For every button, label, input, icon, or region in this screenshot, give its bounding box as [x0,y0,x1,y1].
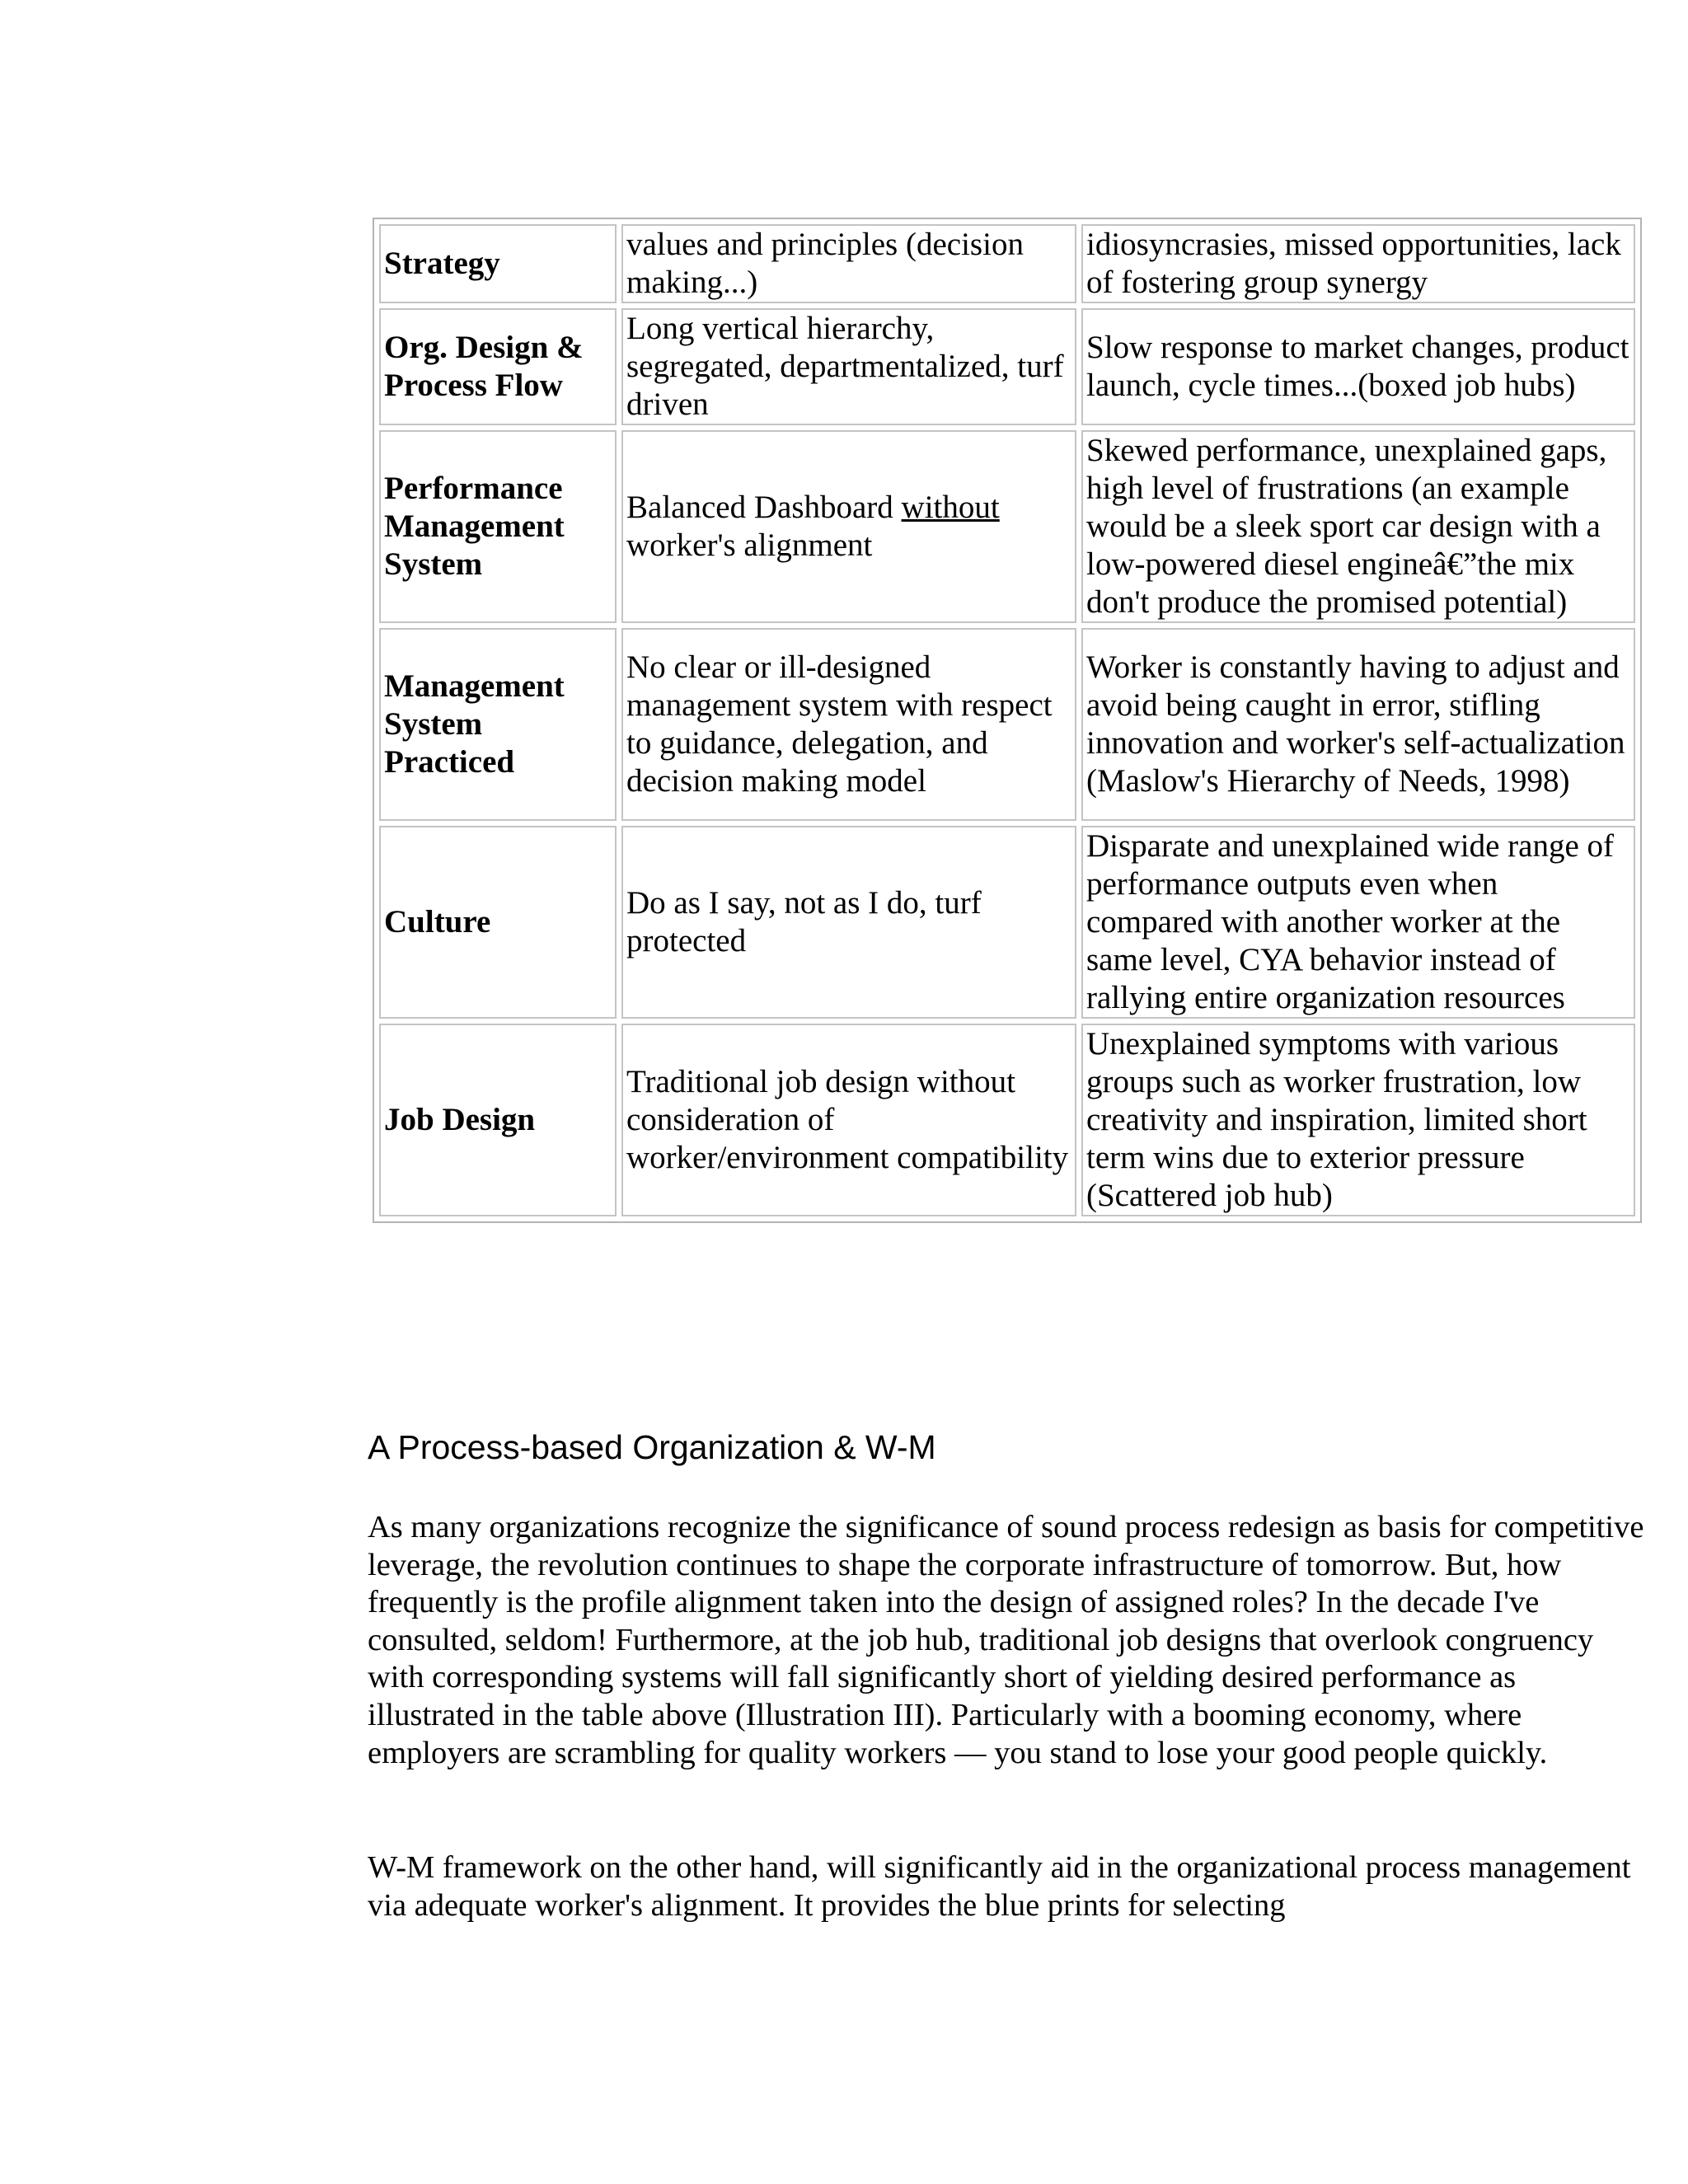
table-row [379,826,1635,1019]
condition-cell: values and principles (decision making...) [621,224,1076,303]
factor-cell: Culture [379,826,617,1019]
table-row [379,224,1635,303]
body-paragraph: As many organizations recognize the significance of sound process redesign as basis for competitive leverage, the revolution continues to shape the corporate infrastructure of tomorrow. But, how frequently is the profile alignment taken into the design of assigned roles? In the decade I've consulted, seldom! Furthermore, at the job hub, traditional job designs that overlook congruency with corresponding systems will fall significantly short of yielding desired performance as illustrated in the table above (Illustration III). Particularly with a booming economy, where employers are scrambling for quality workers — you stand to lose your good people quickly. [368,1510,1644,1770]
effect-cell: Worker is constantly having to adjust and avoid being caught in error, stifling innovation and worker's self-actualization (Maslow's Hierarchy of Needs, 1998) [1081,628,1635,821]
effect-cell: Skewed performance, unexplained gaps, high level of frustrations (an example would be a sleek sport car design with a low-powered diesel engineâ€”the mix don't produce the promised potential) [1081,430,1635,623]
effect-cell: Unexplained symptoms with various groups such as worker frustration, low creativity and inspiration, limited short term wins due to exterior pressure (Scattered job hub) [1081,1024,1635,1216]
table-row [379,1024,1635,1216]
table-row [379,308,1635,425]
condition-cell: No clear or ill-designed management system with respect to guidance, delegation, and decision making model [621,628,1076,821]
effect-cell: idiosyncrasies, missed opportunities, lack of fostering group synergy [1081,224,1635,303]
factor-cell: Strategy [379,224,617,303]
factors-table [373,218,1642,1223]
condition-text: worker's alignment [626,527,873,563]
table-row [379,430,1635,623]
factor-cell: Management System Practiced [379,628,617,821]
table-row [379,628,1635,821]
condition-cell: Traditional job design without consideration of worker/environment compatibility [621,1024,1076,1216]
factor-cell: Org. Design & Process Flow [379,308,617,425]
factor-cell: Performance Management System [379,430,617,623]
effect-cell: Disparate and unexplained wide range of performance outputs even when compared with another worker at the same level, CYA behavior instead of rallying entire organization resources [1081,826,1635,1019]
underlined-word: without [901,490,1000,525]
condition-cell: Do as I say, not as I do, turf protected [621,826,1076,1019]
body-paragraph: W-M framework on the other hand, will significantly aid in the organizational process management via adequate worker's alignment. It provides the blue prints for selecting [368,1850,1631,1923]
condition-text: Balanced Dashboard [626,490,902,525]
effect-cell: Slow response to market changes, product launch, cycle times...(boxed job hubs) [1081,308,1635,425]
condition-cell: Long vertical hierarchy, segregated, departmentalized, turf driven [621,308,1076,425]
section-heading: A Process-based Organization & W-M [368,1428,936,1466]
factor-cell: Job Design [379,1024,617,1216]
condition-cell [621,430,1076,623]
